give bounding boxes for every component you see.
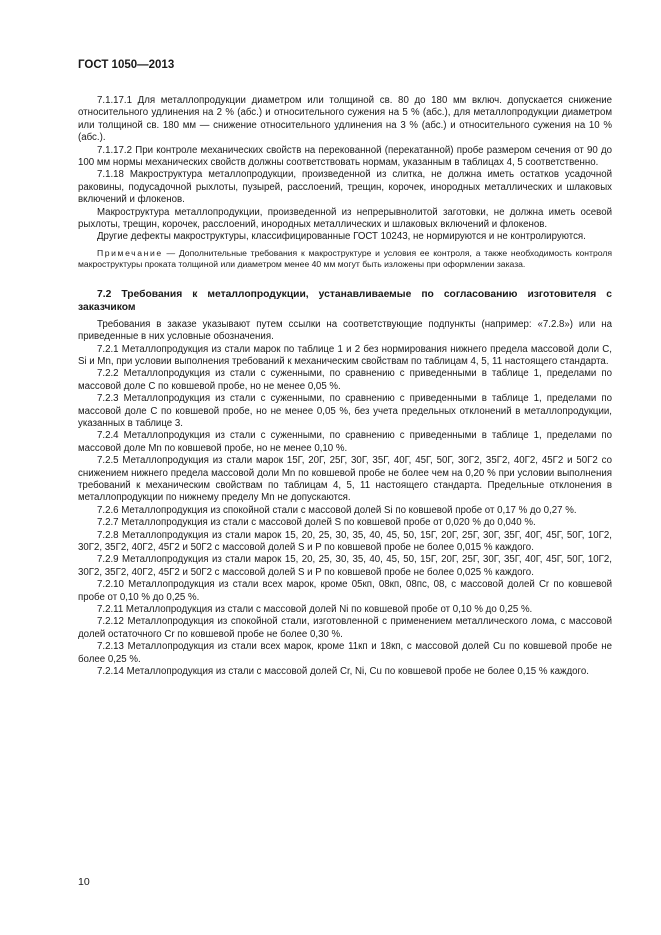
note-text: — Дополнительные требования к макроструктуре и условия ее контроля, а также необходимость контроля макроструктуры проката толщиной или диаметром менее 40 мм могут быть изложены при оформлении заказа. (78, 247, 612, 270)
note-label: Примечание (97, 247, 163, 258)
list-item: 7.2.7 Металлопродукция из стали с массовой долей S по ковшевой пробе от 0,020 % до 0,040 %. (97, 517, 536, 529)
paragraph: Требования в заказе указывают путем ссылки на соответствующие подпункты (например: «7.2.8») или на приведенные в них условные обозначения. (78, 318, 612, 343)
page-number: 10 (78, 876, 90, 888)
list-item: 7.2.8 Металлопродукция из стали марок 15, 20, 25, 30, 35, 40, 45, 50, 15Г, 20Г, 25Г, 30Г, 35Г, 40Г, 45Г, 50Г, 10Г2, 30Г2, 35Г2, 40Г2, 45Г2 и 50Г2 с массовой долей S и P по ковшевой пробе не более 0,015 % каждого. (78, 529, 612, 553)
list-item: 7.2.13 Металлопродукция из стали всех марок, кроме 11кп и 18кп, с массовой долей Cu по ковшевой пробе не более 0,25 %. (78, 641, 612, 665)
list-item: 7.2.12 Металлопродукция из спокойной стали, изготовленной с применением металлического лома, с массовой долей остаточного Cr по ковшевой пробе не более 0,30 %. (78, 616, 612, 640)
paragraph: 7.1.17.1 Для металлопродукции диаметром или толщиной св. 80 до 180 мм включ. допускается снижение относительного удлинения на 2 % (абс.) и относительного сужения на 5 % (абс.), для металлопродукции диаметром или толщиной св. 180 мм — снижение относительного удлинения на 3 % (абс.) и относительного сужения на 10 % (абс.). (78, 95, 612, 144)
document-header: ГОСТ 1050—2013 (78, 59, 175, 71)
list-item: 7.2.1 Металлопродукция из стали марок по таблице 1 и 2 без нормирования нижнего предела массовой доли C, Si и Mn, при условии выполнения требований к механическим свойствам по таблицам 4, 5, 11 настоящего стандарта. (78, 343, 612, 367)
list-item: 7.2.2 Металлопродукция из стали с суженными, по сравнению с приведенными в таблице 1, пределами по массовой доле C по ковшевой пробе, но не менее 0,05 %. (78, 368, 612, 392)
paragraph: 7.1.17.2 При контроле механических свойств на перекованной (перекатанной) пробе размером сечения от 90 до 100 мм нормы механических свойств должны соответствовать нормам, указанным в таблицах 4, 5 соответственно. (78, 144, 612, 169)
list-item: 7.2.3 Металлопродукция из стали с суженными, по сравнению с приведенными в таблице 1, пределами по массовой доле C по ковшевой пробе, но не менее 0,05 %, без учета предельных отклонений в металлопродукции, указанных в таблице 3. (78, 393, 612, 429)
list-item: 7.2.9 Металлопродукция из стали марок 15, 20, 25, 30, 35, 40, 45, 50, 15Г, 20Г, 25Г, 30Г, 35Г, 40Г, 45Г, 50Г, 10Г2, 30Г2, 35Г2, 40Г2, 45Г2 и 50Г2 с массовой долей S и P по ковшевой пробе не более 0,025 % каждого. (78, 554, 612, 578)
list-item: 7.2.14 Металлопродукция из стали с массовой долей Cr, Ni, Cu по ковшевой пробе не более 0,15 % каждого. (97, 666, 589, 678)
paragraph: 7.1.18 Макроструктура металлопродукции, произведенной из слитка, не должна иметь остатков усадочной раковины, подусадочной рыхлоты, пузырей, расслоений, трещин, корочек, инородных металлических и шлаковых включений и флокенов. (78, 169, 612, 206)
paragraph: Другие дефекты макроструктуры, классифицированные ГОСТ 10243, не нормируются и не контролируются. (97, 231, 586, 243)
list-item: 7.2.5 Металлопродукция из стали марок 15Г, 20Г, 25Г, 30Г, 35Г, 40Г, 45Г, 50Г, 30Г2, 35Г2, 40Г2, 45Г2 и 50Г2 со снижением нижнего предела массовой доли Mn по ковшевой пробе не более чем на 0,20 % при условии выполнения требований к механическим свойствам по таблицам 4, 5, 11 настоящего стандарта. Предельные отклонения в металлопродукции по нижнему пределу Mn не допускаются. (78, 455, 612, 504)
list-item: 7.2.11 Металлопродукция из стали с массовой долей Ni по ковшевой пробе от 0,10 % до 0,25 %. (97, 604, 533, 616)
note (78, 248, 612, 271)
paragraph: Макроструктура металлопродукции, произведенной из непрерывнолитой заготовки, не должна иметь осевой рыхлоты, трещин, корочек, расслоений, инородных металлических и шлаковых включений и флокенов. (78, 206, 612, 231)
document-body (78, 95, 612, 678)
section-heading: 7.2 Требования к металлопродукции, устанавливаемые по согласованию изготовителя с заказчиком (78, 288, 612, 313)
list-item: 7.2.10 Металлопродукция из стали всех марок, кроме 05кп, 08кп, 08пс, 08, с массовой долей Cr по ковшевой пробе от 0,10 % до 0,25 %. (78, 579, 612, 603)
list-item: 7.2.4 Металлопродукция из стали с суженными, по сравнению с приведенными в таблице 1, пределами по массовой доле Mn по ковшевой пробе, но не менее 0,10 %. (78, 430, 612, 454)
list-item: 7.2.6 Металлопродукция из спокойной стали с массовой долей Si по ковшевой пробе от 0,17 % до 0,27 %. (97, 504, 577, 516)
